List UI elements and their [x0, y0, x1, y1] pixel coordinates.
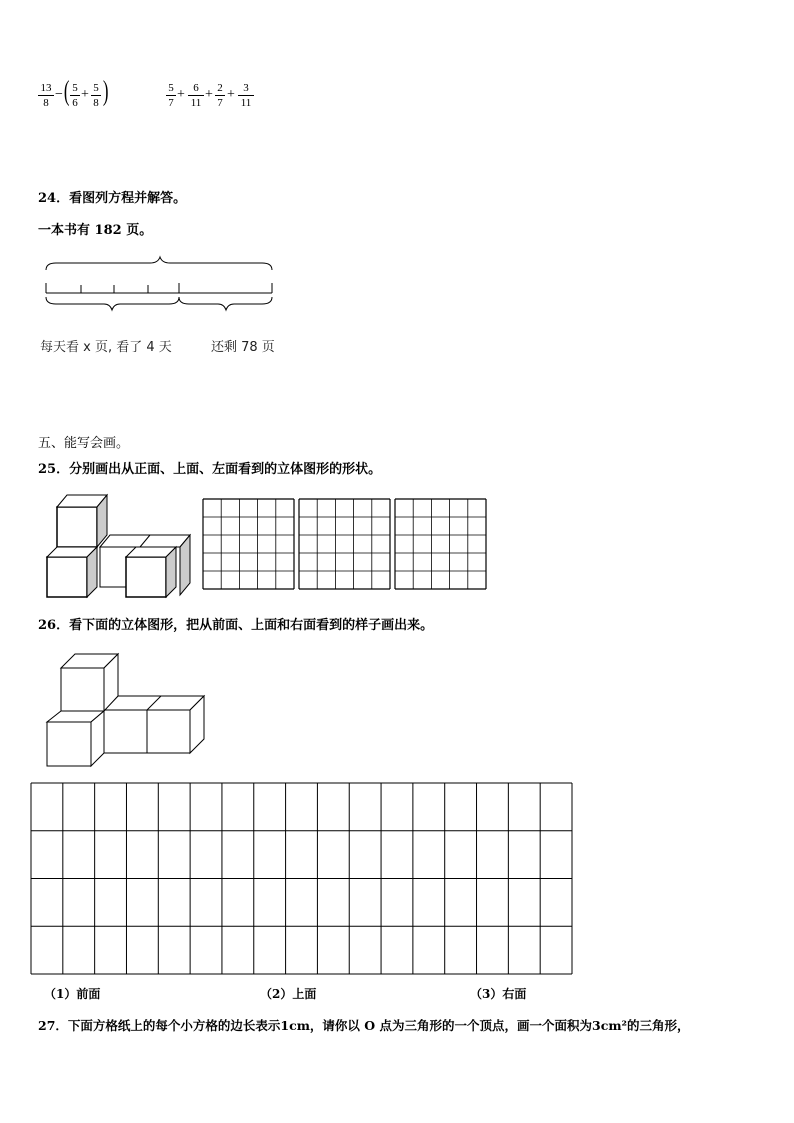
fraction-5-7: 5 7 [166, 82, 176, 109]
minus-sign: − [55, 87, 63, 102]
q24-left-caption: 每天看 x 页, 看了 4 天 [40, 340, 172, 355]
q26-label-top: （2）上面 [260, 987, 317, 1001]
q26-label-front: （1）前面 [44, 987, 101, 1001]
fraction-3-11: 3 11 [238, 82, 254, 109]
fraction-2-7: 2 7 [215, 82, 225, 109]
fraction-13-8: 13 8 [38, 82, 54, 109]
q24-title: 24．看图列方程并解答。 [38, 191, 187, 206]
q26-label-right: （3）右面 [470, 987, 527, 1001]
q25-title: 25．分别画出从正面、上面、左面看到的立体图形的形状。 [38, 462, 382, 477]
plus-sign: + [81, 87, 89, 102]
fraction-5-6: 5 6 [70, 82, 80, 109]
right-paren: ) [102, 76, 109, 107]
fraction-5-8: 5 8 [91, 82, 101, 109]
fraction-6-11: 6 11 [188, 82, 204, 109]
plus-sign: + [227, 87, 235, 102]
section5-title: 五、能写会画。 [38, 436, 130, 451]
plus-sign: + [177, 87, 185, 102]
q24-right-caption: 还剩 78 页 [211, 340, 275, 355]
q27-title: 27．下面方格纸上的每个小方格的边长表示1cm，请你以 O 点为三角形的一个顶点，画一个面积为3cm²的三角形， [38, 1018, 690, 1033]
left-paren: ( [63, 76, 70, 107]
plus-sign: + [205, 87, 213, 102]
q24-intro: 一本书有 182 页。 [38, 223, 153, 238]
q26-title: 26．看下面的立体图形，把从前面、上面和右面看到的样子画出来。 [38, 618, 434, 633]
